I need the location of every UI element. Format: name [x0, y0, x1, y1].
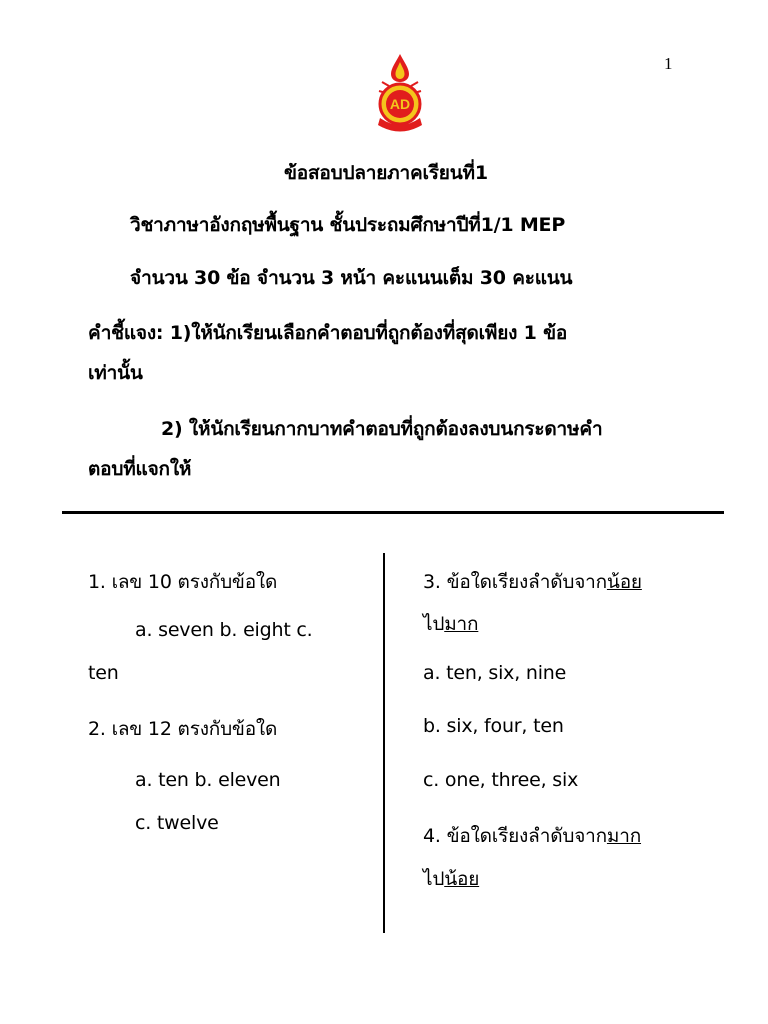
exam-summary: จำนวน 30 ข้อ จำนวน 3 หน้า คะแนนเต็ม 30 คะแนน	[130, 267, 573, 289]
question-3-option-b: b. six, four, ten	[423, 715, 564, 737]
question-4-prefix: 4. ข้อใดเรียงลำดับจาก	[423, 825, 607, 847]
question-4-prefix-2: ไป	[423, 868, 445, 890]
question-2-options: a. ten b. eleven	[135, 769, 281, 791]
school-logo	[372, 52, 428, 132]
school-emblem-icon	[372, 52, 428, 132]
column-divider	[383, 553, 385, 933]
question-4	[423, 821, 641, 851]
question-3-emphasis-1: น้อย	[606, 571, 642, 593]
question-3	[423, 567, 642, 597]
exam-title: ข้อสอบปลายภาคเรียนที่1	[284, 162, 488, 184]
question-1-options: a. seven b. eight c.	[135, 619, 313, 641]
question-4-emphasis-1: มาก	[606, 825, 642, 847]
question-3-emphasis-2: มาก	[444, 613, 479, 635]
question-3-prefix-2: ไป	[423, 613, 445, 635]
question-2-options-continued: c. twelve	[135, 812, 219, 834]
question-3-option-a: a. ten, six, nine	[423, 662, 567, 684]
question-3-prefix: 3. ข้อใดเรียงลำดับจาก	[423, 571, 607, 593]
section-divider	[62, 511, 724, 514]
question-4-emphasis-2: น้อย	[444, 868, 480, 890]
question-4-continued	[423, 864, 479, 894]
page-number: 1	[664, 54, 673, 73]
question-1-options-continued: ten	[88, 662, 119, 684]
instruction-2-continued: ตอบที่แจกให้	[88, 458, 192, 480]
question-3-continued	[423, 609, 478, 639]
logo-text: AD	[389, 96, 411, 112]
question-2: 2. เลข 12 ตรงกับข้อใด	[88, 718, 278, 740]
instruction-1: คำชี้แจง: 1)ให้นักเรียนเลือกคำตอบที่ถูกต้องที่สุดเพียง 1 ข้อ	[88, 322, 568, 344]
exam-subject: วิชาภาษาอังกฤษพื้นฐาน ชั้นประถมศึกษาปีที่1/1 MEP	[130, 214, 566, 236]
instruction-2: 2) ให้นักเรียนกากบาทคำตอบที่ถูกต้องลงบนกระดาษคำ	[161, 418, 603, 440]
instruction-1-continued: เท่านั้น	[88, 362, 143, 384]
question-1: 1. เลข 10 ตรงกับข้อใด	[88, 571, 278, 593]
question-3-option-c: c. one, three, six	[423, 769, 579, 791]
